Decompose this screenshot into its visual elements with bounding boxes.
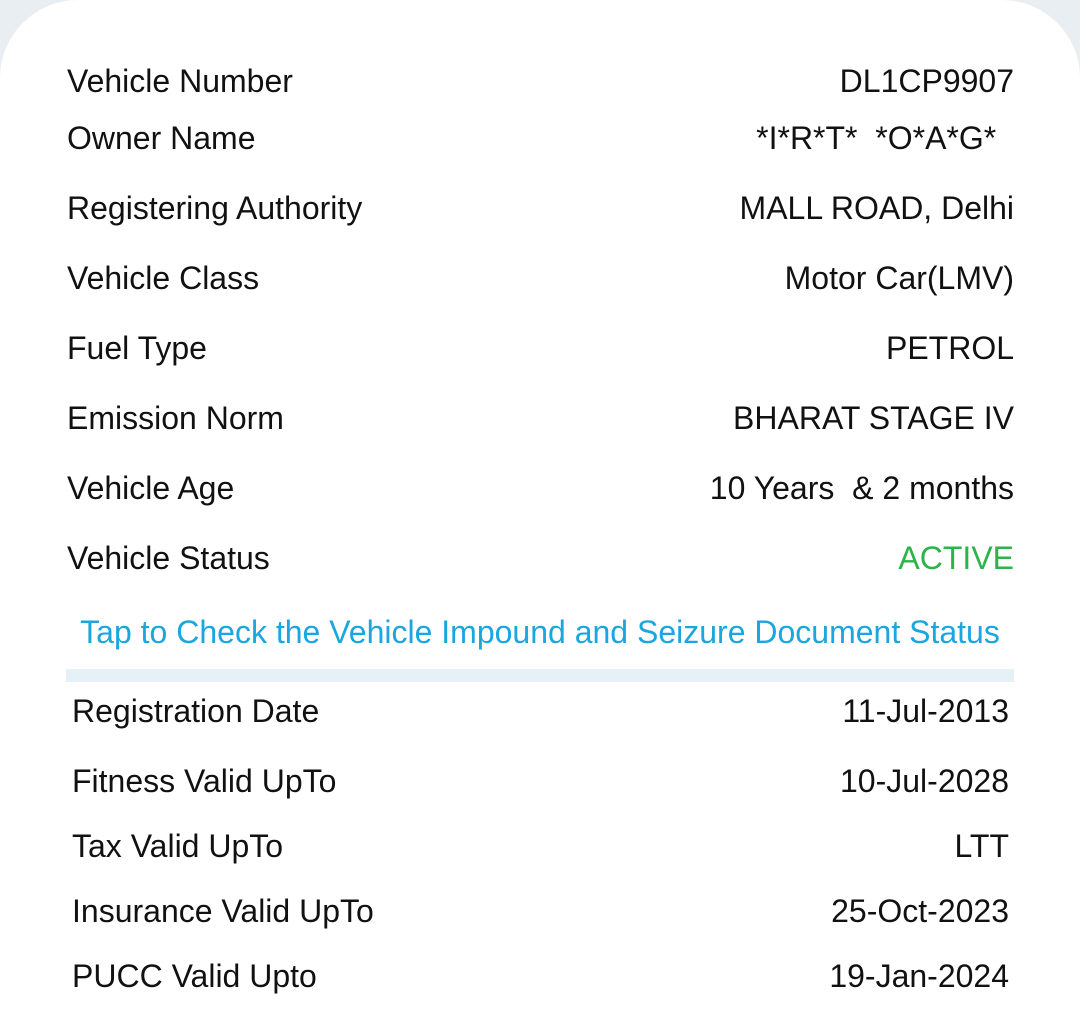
vehicle-age-row xyxy=(67,468,1014,508)
owner-name-row xyxy=(67,118,1014,158)
pucc-valid-value: 19-Jan-2024 xyxy=(829,958,1009,994)
registering-authority-value: MALL ROAD, Delhi xyxy=(739,190,1014,226)
owner-name-value: *I*R*T* *O*A*G* xyxy=(756,120,1014,156)
vehicle-number-value: DL1CP9907 xyxy=(839,63,1014,99)
registration-date-value: 11-Jul-2013 xyxy=(842,693,1009,729)
pucc-valid-row xyxy=(72,956,1009,996)
vehicle-number-row xyxy=(67,61,1014,101)
fitness-valid-label: Fitness Valid UpTo xyxy=(72,763,337,799)
insurance-valid-row xyxy=(72,891,1009,931)
registering-authority-row xyxy=(67,188,1014,228)
fitness-valid-value: 10-Jul-2028 xyxy=(840,763,1009,799)
emission-norm-value: BHARAT STAGE IV xyxy=(733,400,1014,436)
vehicle-age-value: 10 Years & 2 months xyxy=(709,470,1014,506)
registration-date-label: Registration Date xyxy=(72,693,320,729)
emission-norm-label: Emission Norm xyxy=(67,400,284,436)
fuel-type-row xyxy=(67,328,1014,368)
pucc-valid-label: PUCC Valid Upto xyxy=(72,958,317,994)
impound-status-link[interactable]: Tap to Check the Vehicle Impound and Seizure Document Status xyxy=(80,614,1000,650)
tax-valid-label: Tax Valid UpTo xyxy=(72,828,284,864)
emission-norm-row xyxy=(67,398,1014,438)
tax-valid-row xyxy=(72,826,1009,866)
tax-valid-value: LTT xyxy=(954,828,1009,864)
vehicle-class-value: Motor Car(LMV) xyxy=(784,260,1014,296)
vehicle-status-label: Vehicle Status xyxy=(67,540,270,576)
section-divider xyxy=(66,669,1014,682)
insurance-valid-value: 25-Oct-2023 xyxy=(831,893,1009,929)
vehicle-class-label: Vehicle Class xyxy=(67,260,260,296)
registering-authority-label: Registering Authority xyxy=(67,190,363,226)
fuel-type-value: PETROL xyxy=(885,330,1014,366)
registration-date-row xyxy=(72,691,1009,731)
vehicle-status-row xyxy=(67,538,1014,578)
fuel-type-label: Fuel Type xyxy=(67,330,207,366)
owner-name-label: Owner Name xyxy=(67,120,256,156)
vehicle-age-label: Vehicle Age xyxy=(67,470,235,506)
vehicle-status-badge: ACTIVE xyxy=(898,540,1014,576)
vehicle-number-label: Vehicle Number xyxy=(67,63,293,99)
fitness-valid-row xyxy=(72,761,1009,801)
vehicle-class-row xyxy=(67,258,1014,298)
insurance-valid-label: Insurance Valid UpTo xyxy=(72,893,374,929)
